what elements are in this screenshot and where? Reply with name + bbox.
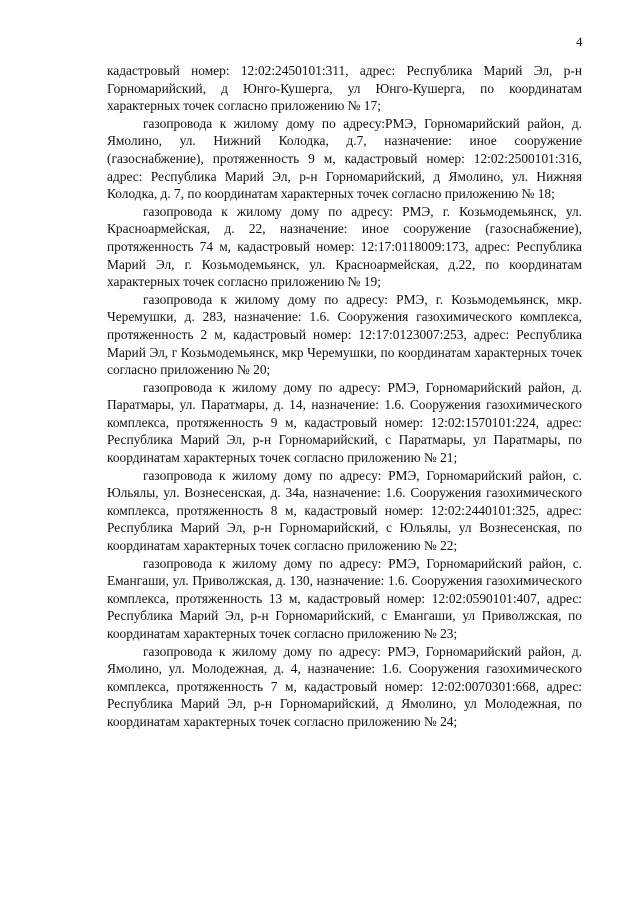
page-number: 4 <box>576 34 583 49</box>
paragraph-item-20: газопровода к жилому дому по адресу: РМЭ, г. Козьмодемьянск, мкр. Черемушки, д. 283, назначение: 1.6. Сооружения газохимического комплекса, протяженность 2 м, кадастровый номер: 12:17:0123007:253, адрес: Республика Марий Эл, г Козьмодемьянск, мкр Черемушки, по координатам характерных точек согласно приложению № 20; <box>107 291 582 378</box>
paragraph-item-18: газопровода к жилому дому по адресу:РМЭ, Горномарийский район, д. Ямолино, ул. Нижний Колодка, д.7, назначение: иное сооружение (газоснабжение), протяженность 9 м, кадастровый номер: 12:02:2500101:316, адрес: Республика Марий Эл, р-н Горномарийский, д Ямолино, ул. Нижняя Колодка, д. 7, по координатам характерных точек согласно приложению № 18; <box>107 115 582 202</box>
paragraph-item-24: газопровода к жилому дому по адресу: РМЭ, Горномарийский район, д. Ямолино, ул. Молодежная, д. 4, назначение: 1.6. Сооружения газохимического комплекса, протяженность 7 м, кадастровый номер: 12:02:0070301:668, адрес: Республика Марий Эл, р-н Горномарийский, д Ямолино, ул Молодежная, по координатам характерных точек согласно приложению № 24; <box>107 643 582 729</box>
paragraph-item-23: газопровода к жилому дому по адресу: РМЭ, Горномарийский район, с. Емангаши, ул. Приволжская, д. 130, назначение: 1.6. Сооружения газохимического комплекса, протяженность 13 м, кадастровый номер: 12:02:0590101:407, адрес: Республика Марий Эл, р-н Горномарийский, с Емангаши, ул Приволжская, по координатам характерных точек согласно приложению № 23; <box>107 555 582 641</box>
paragraph-item-21: газопровода к жилому дому по адресу: РМЭ, Горномарийский район, д. Паратмары, ул. Паратмары, д. 14, назначение: 1.6. Сооружения газохимического комплекса, протяженность 9 м, кадастровый номер: 12:02:1570101:224, адрес: Республика Марий Эл, р-н Горномарийский, с Паратмары, ул Паратмары, по координатам характерных точек согласно приложению № 21; <box>107 379 582 466</box>
document-body <box>107 62 582 731</box>
paragraph-item-19: газопровода к жилому дому по адресу: РМЭ, г. Козьмодемьянск, ул. Красноармейская, д. 22, назначение: иное сооружение (газоснабжение), протяженность 74 м, кадастровый номер: 12:17:0118009:173, адрес: Республика Марий Эл, г. Козьмодемьянск, ул. Красноармейская, д.22, по координатам характерных точек согласно приложению № 19; <box>107 203 582 290</box>
paragraph-continuation: кадастровый номер: 12:02:2450101:311, адрес: Республика Марий Эл, р-н Горномарийский, д Юнго-Кушерга, ул Юнго-Кушерга, по координатам характерных точек согласно приложению № 17; <box>107 63 582 114</box>
paragraph-item-22: газопровода к жилому дому по адресу: РМЭ, Горномарийский район, с. Юльялы, ул. Вознесенская, д. 34а, назначение: 1.6. Сооружения газохимического комплекса, протяженность 8 м, кадастровый номер: 12:02:2440101:325, адрес: Республика Марий Эл, р-н Горномарийский, с Юльялы, ул Вознесенская, по координатам характерных точек согласно приложению № 22; <box>107 467 582 554</box>
